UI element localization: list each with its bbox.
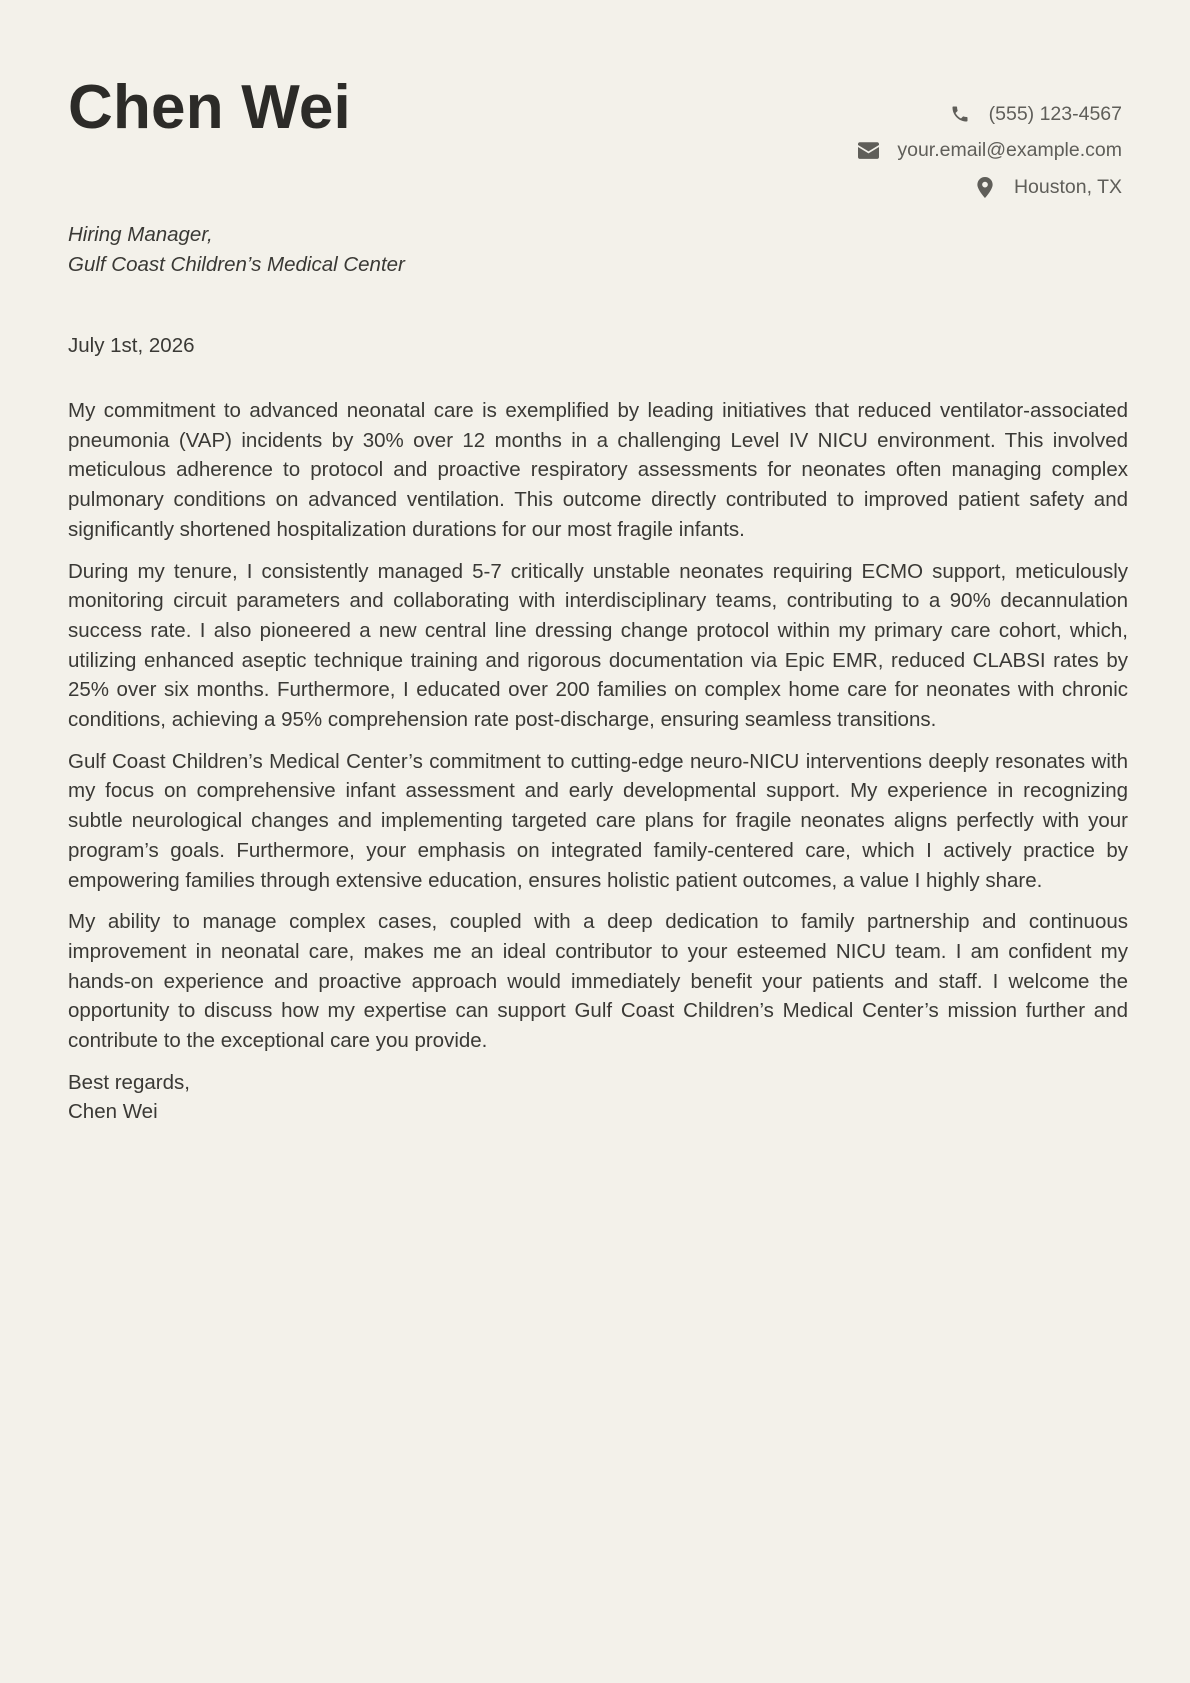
recipient-title: Hiring Manager, [68, 223, 213, 246]
closing-salutation: Best regards, [68, 1070, 190, 1094]
recipient-organization: Gulf Coast Children’s Medical Center [68, 253, 405, 276]
applicant-name: Chen Wei [68, 73, 351, 142]
letter-body [68, 396, 1128, 1127]
closing-block [68, 1068, 1128, 1127]
phone-icon [949, 103, 971, 125]
contact-phone-row [857, 96, 1122, 133]
contact-location: Houston, TX [1013, 175, 1122, 198]
body-paragraph-3: Gulf Coast Children’s Medical Center’s commitment to cutting-edge neuro-NICU interventions deeply resonates with my focus on comprehensive infant assessment and early developmental support. My experience in recognizing subtle neurological changes and implementing targeted care plans for fragile neonates aligns perfectly with your program’s goals. Furthermore, your emphasis on integrated family-centered care, which I actively practice by empowering families through extensive education, ensures holistic patient outcomes, a value I highly share. [68, 749, 1128, 892]
body-paragraph-1: My commitment to advanced neonatal care is exemplified by leading initiatives that reduced ventilator-associated pneumonia (VAP) incidents by 30% over 12 months in a challenging Level IV NICU environment. This involved meticulous adherence to protocol and proactive respiratory assessments for neonates often managing complex pulmonary conditions on advanced ventilation. This outcome directly contributed to improved patient safety and significantly shortened hospitalization durations for our most fragile infants. [68, 399, 1128, 541]
letter-header [68, 0, 1122, 200]
contact-phone: (555) 123-4567 [988, 102, 1122, 125]
contact-location-row [857, 169, 1122, 206]
contact-info [857, 96, 1122, 206]
closing-signature: Chen Wei [68, 1100, 158, 1124]
body-paragraph-4: My ability to manage complex cases, coupled with a deep dedication to family partnership and continuous improvement in neonatal care, makes me an ideal contributor to your esteemed NICU team. I am confident my hands-on experience and proactive approach would immediately benefit your patients and staff. I welcome the opportunity to discuss how my expertise can support Gulf Coast Children’s Medical Center’s mission further and contribute to the exceptional care you provide. [68, 910, 1128, 1053]
body-paragraph-2: During my tenure, I consistently managed 5-7 critically unstable neonates requiring ECMO support, meticulously monitoring circuit parameters and collaborating with interdisciplinary teams, contributing to a 90% decannulation success rate. I also pioneered a new central line dressing change protocol within my primary care cohort, which, utilizing enhanced aseptic technique training and rigorous documentation via Epic EMR, reduced CLABSI rates by 25% over six months. Furthermore, I educated over 200 families on complex home care for neonates with chronic conditions, achieving a 95% comprehension rate post-discharge, ensuring seamless transitions. [68, 559, 1128, 732]
envelope-icon [857, 140, 879, 162]
letter-date: July 1st, 2026 [68, 334, 195, 357]
contact-email: your.email@example.com [897, 139, 1122, 162]
contact-email-row [857, 133, 1122, 170]
map-pin-icon [974, 176, 996, 198]
recipient-block [68, 220, 405, 280]
